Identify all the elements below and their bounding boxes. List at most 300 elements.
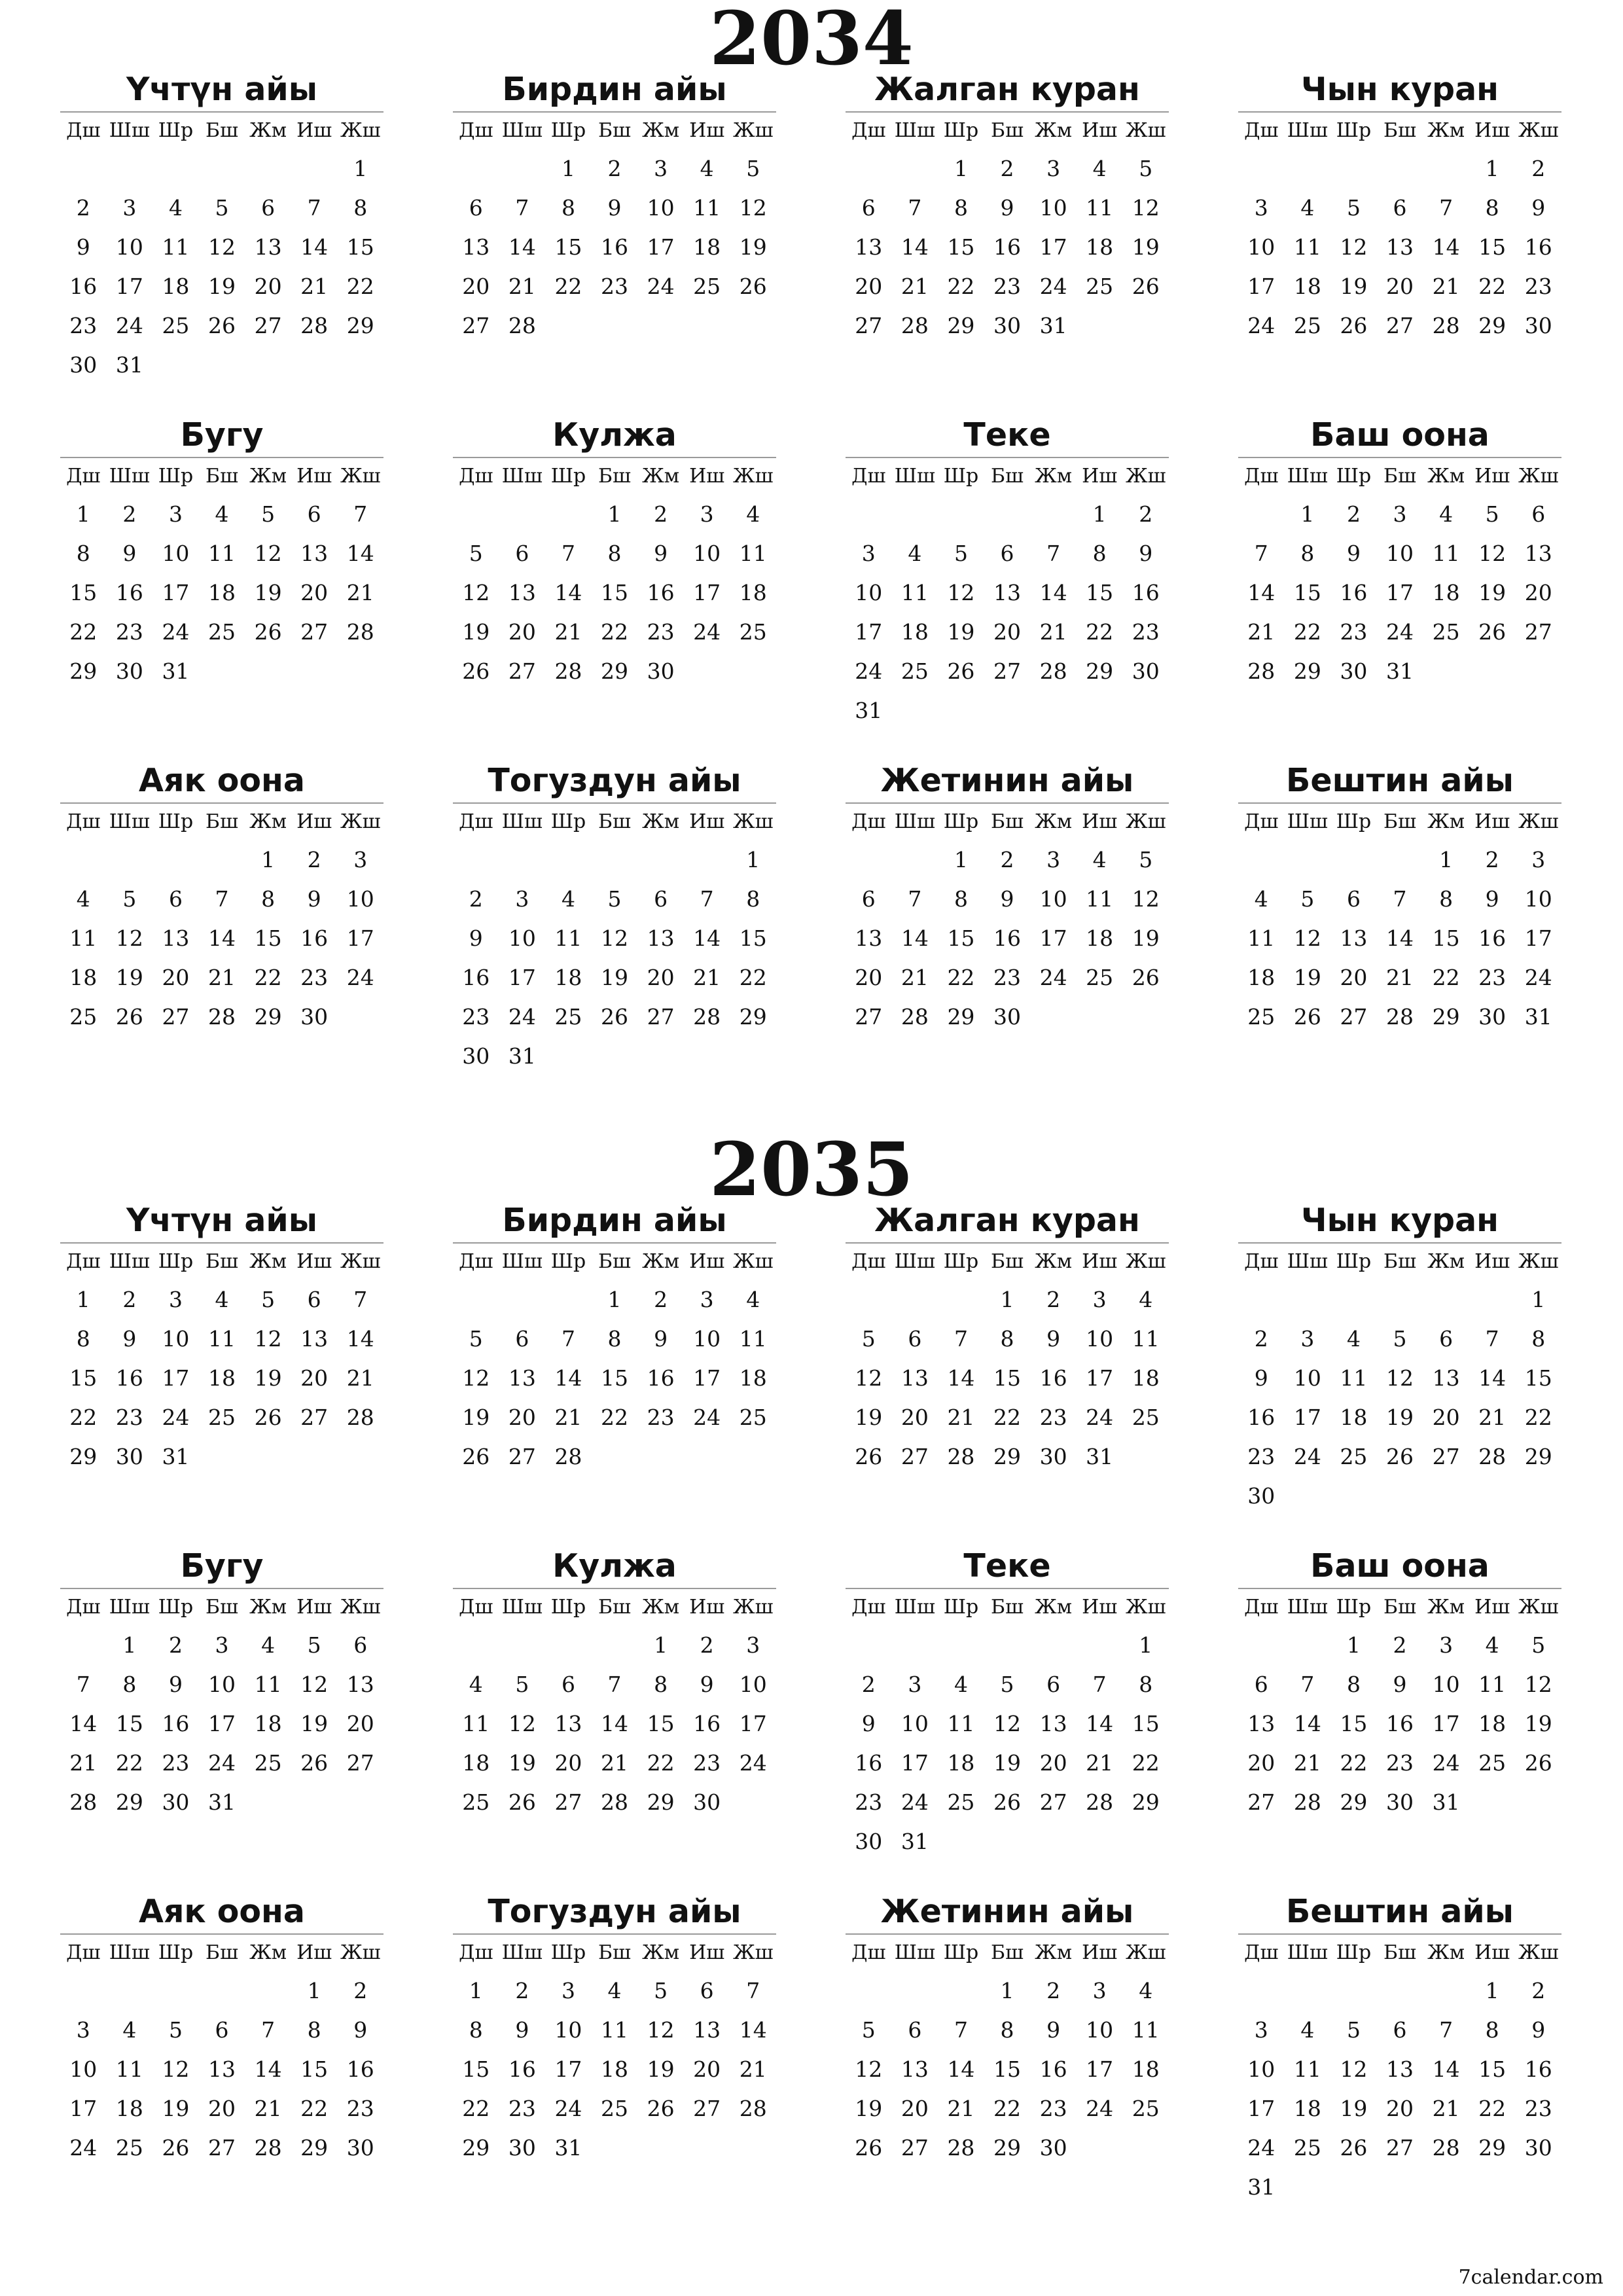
day-cell: 19 — [462, 619, 490, 645]
weekday-label: Бш — [1383, 465, 1416, 488]
week-row — [60, 1359, 383, 1398]
weekday-label: Жш — [1518, 1250, 1559, 1273]
day-cell: 4 — [700, 156, 714, 181]
empty-cell — [1122, 997, 1169, 1037]
day-cell: 25 — [601, 2096, 629, 2121]
month-block — [1238, 415, 1561, 691]
day-cell: 21 — [947, 2096, 975, 2121]
weekday-header — [60, 1935, 383, 1971]
month-block — [1238, 1546, 1561, 1822]
day-cell: 8 — [76, 1326, 90, 1352]
day-cell: 19 — [1524, 1711, 1552, 1736]
day-cell: 12 — [462, 1365, 490, 1391]
day-cell: 6 — [215, 2017, 229, 2043]
empty-cell — [684, 1437, 730, 1477]
week-row — [1238, 495, 1561, 534]
day-cell: 8 — [954, 886, 968, 912]
day-cell: 7 — [908, 886, 922, 912]
day-cell: 19 — [1386, 1405, 1414, 1430]
day-cell: 4 — [1092, 156, 1107, 181]
day-cell: 12 — [254, 541, 282, 566]
day-cell: 8 — [1139, 1672, 1153, 1697]
week-row — [60, 1783, 383, 1822]
weekday-label: Жм — [642, 810, 680, 833]
day-cell: 21 — [601, 1750, 629, 1776]
weekday-label: Жм — [1427, 810, 1465, 833]
day-cell: 6 — [261, 195, 276, 221]
month-block — [60, 69, 383, 385]
day-cell: 10 — [346, 886, 374, 912]
day-cell: 21 — [508, 274, 536, 299]
weekday-label: Шш — [894, 810, 935, 833]
weekday-label: Шш — [109, 1941, 150, 1964]
day-cell: 31 — [1247, 2174, 1275, 2200]
day-cell: 6 — [1439, 1326, 1454, 1352]
day-cell: 7 — [1439, 195, 1454, 221]
day-cell: 30 — [1132, 658, 1160, 684]
weekday-label: Шр — [550, 810, 586, 833]
week-row — [60, 613, 383, 652]
day-cell: 10 — [1524, 886, 1552, 912]
day-cell: 25 — [208, 1405, 236, 1430]
day-cell: 17 — [1247, 274, 1275, 299]
day-cell: 12 — [1386, 1365, 1414, 1391]
weekday-header — [846, 1935, 1169, 1971]
empty-cell — [1330, 1477, 1377, 1516]
day-cell: 20 — [208, 2096, 236, 2121]
day-cell: 11 — [208, 541, 236, 566]
week-row — [453, 997, 776, 1037]
weekday-label: Жш — [340, 1941, 381, 1964]
week-row — [846, 1319, 1169, 1359]
day-cell: 21 — [1086, 1750, 1114, 1776]
day-cell: 15 — [554, 234, 582, 260]
day-cell: 2 — [353, 1978, 368, 2003]
day-cell: 28 — [69, 1789, 98, 1815]
week-row — [1238, 1744, 1561, 1783]
day-cell: 12 — [855, 2056, 883, 2082]
day-cell: 19 — [162, 2096, 190, 2121]
day-cell: 7 — [954, 1326, 968, 1352]
day-cell: 13 — [300, 1326, 329, 1352]
day-cell: 5 — [261, 501, 276, 527]
day-cell: 11 — [1432, 541, 1460, 566]
empty-cell — [453, 840, 499, 880]
day-cell: 29 — [1340, 1789, 1368, 1815]
weekday-label: Иш — [296, 119, 332, 142]
weekday-label: Бш — [1383, 1941, 1416, 1964]
day-cell: 17 — [693, 1365, 721, 1391]
month-block — [60, 1546, 383, 1822]
empty-cell — [1030, 1822, 1077, 1861]
empty-cell — [892, 840, 938, 880]
day-cell: 27 — [1432, 1444, 1460, 1469]
day-cell: 22 — [947, 274, 975, 299]
day-cell: 19 — [508, 1750, 536, 1776]
day-cell: 25 — [208, 619, 236, 645]
day-cell: 9 — [76, 234, 90, 260]
day-cell: 20 — [693, 2056, 721, 2082]
day-cell: 28 — [554, 658, 582, 684]
empty-cell — [984, 1822, 1031, 1861]
day-cell: 30 — [1039, 2135, 1067, 2161]
month-name: Бирдин айы — [502, 71, 727, 108]
day-cell: 2 — [700, 1632, 714, 1658]
weekday-label: Иш — [1082, 119, 1118, 142]
empty-cell — [846, 495, 892, 534]
day-cell: 11 — [601, 2017, 629, 2043]
day-cell: 24 — [739, 1750, 767, 1776]
empty-cell — [592, 1437, 638, 1477]
weekday-label: Дш — [66, 1941, 101, 1964]
day-cell: 4 — [1346, 1326, 1361, 1352]
day-cell: 14 — [254, 2056, 282, 2082]
day-cell: 12 — [508, 1711, 536, 1736]
day-cell: 4 — [1300, 2017, 1315, 2043]
empty-cell — [545, 1626, 592, 1665]
day-cell: 9 — [654, 1326, 668, 1352]
day-cell: 15 — [300, 2056, 329, 2082]
day-cell: 9 — [1000, 886, 1014, 912]
day-cell: 9 — [353, 2017, 368, 2043]
day-cell: 24 — [1086, 1405, 1114, 1430]
month-block — [453, 1892, 776, 2168]
day-cell: 13 — [462, 234, 490, 260]
day-cell: 19 — [993, 1750, 1022, 1776]
day-cell: 22 — [462, 2096, 490, 2121]
empty-cell — [245, 346, 291, 385]
empty-cell — [199, 652, 245, 691]
month-name: Бештин айы — [1286, 1893, 1514, 1930]
day-cell: 22 — [601, 1405, 629, 1430]
day-cell: 26 — [647, 2096, 675, 2121]
day-cell: 29 — [1478, 2135, 1507, 2161]
weekday-label: Жм — [1427, 1941, 1465, 1964]
day-cell: 7 — [515, 195, 529, 221]
day-cell: 13 — [1524, 541, 1552, 566]
day-cell: 5 — [1346, 2017, 1361, 2043]
day-cell: 18 — [739, 1365, 767, 1391]
day-cell: 17 — [1039, 925, 1067, 951]
empty-cell — [730, 1783, 776, 1822]
day-cell: 30 — [1340, 658, 1368, 684]
day-cell: 13 — [647, 925, 675, 951]
weekday-label: Шр — [158, 810, 194, 833]
weekday-header — [846, 113, 1169, 149]
day-cell: 28 — [601, 1789, 629, 1815]
weekday-header — [60, 458, 383, 495]
week-row — [60, 188, 383, 228]
day-cell: 30 — [115, 658, 143, 684]
month-name: Бугу — [180, 1547, 264, 1585]
site-credit: 7calendar.com — [1458, 2266, 1603, 2289]
empty-cell — [846, 1626, 892, 1665]
week-row — [1238, 2168, 1561, 2207]
weekday-label: Дш — [459, 465, 493, 488]
empty-cell — [545, 1280, 592, 1319]
month-block — [846, 1546, 1169, 1861]
day-cell: 11 — [739, 1326, 767, 1352]
day-cell: 21 — [901, 274, 929, 299]
day-cell: 22 — [1478, 274, 1507, 299]
day-cell: 11 — [554, 925, 582, 951]
day-cell: 24 — [346, 965, 374, 990]
week-row — [1238, 1280, 1561, 1319]
empty-cell — [199, 840, 245, 880]
empty-cell — [1238, 1280, 1285, 1319]
day-cell: 2 — [861, 1672, 876, 1697]
day-cell: 26 — [462, 1444, 490, 1469]
week-row — [1238, 1665, 1561, 1704]
day-cell: 19 — [300, 1711, 329, 1736]
day-cell: 19 — [1340, 274, 1368, 299]
day-cell: 16 — [993, 925, 1022, 951]
week-row — [453, 534, 776, 573]
day-cell: 25 — [1478, 1750, 1507, 1776]
empty-cell — [499, 840, 546, 880]
empty-cell — [684, 2128, 730, 2168]
day-cell: 12 — [739, 195, 767, 221]
weekday-label: Шш — [894, 1250, 935, 1273]
day-cell: 1 — [122, 1632, 137, 1658]
weekday-label: Иш — [296, 1250, 332, 1273]
day-cell: 16 — [300, 925, 329, 951]
day-cell: 13 — [855, 234, 883, 260]
day-cell: 11 — [693, 195, 721, 221]
week-row — [60, 1704, 383, 1744]
day-cell: 28 — [346, 619, 374, 645]
day-cell: 8 — [1092, 541, 1107, 566]
weekday-label: Бш — [205, 810, 238, 833]
day-cell: 18 — [947, 1750, 975, 1776]
month-block — [846, 1892, 1169, 2168]
day-cell: 29 — [346, 313, 374, 338]
day-cell: 7 — [1485, 1326, 1499, 1352]
week-row — [1238, 1626, 1561, 1665]
empty-cell — [1285, 840, 1331, 880]
day-cell: 6 — [515, 1326, 529, 1352]
day-cell: 9 — [700, 1672, 714, 1697]
day-cell: 13 — [508, 1365, 536, 1391]
day-cell: 6 — [1254, 1672, 1268, 1697]
day-cell: 18 — [1086, 925, 1114, 951]
week-row — [453, 267, 776, 306]
week-row — [846, 188, 1169, 228]
empty-cell — [1285, 2168, 1331, 2207]
day-cell: 22 — [1340, 1750, 1368, 1776]
weekday-label: Шр — [1336, 1250, 1372, 1273]
day-cell: 13 — [1432, 1365, 1460, 1391]
weekday-label: Жш — [340, 465, 381, 488]
empty-cell — [637, 1437, 684, 1477]
day-cell: 19 — [1132, 234, 1160, 260]
week-row — [60, 267, 383, 306]
weekday-label: Шш — [894, 1941, 935, 1964]
day-cell: 14 — [1247, 580, 1275, 605]
day-cell: 16 — [693, 1711, 721, 1736]
day-cell: 6 — [1000, 541, 1014, 566]
day-cell: 6 — [1393, 2017, 1407, 2043]
day-cell: 23 — [855, 1789, 883, 1815]
week-row — [453, 613, 776, 652]
weekday-label: Жш — [732, 1250, 774, 1273]
week-row — [846, 1359, 1169, 1398]
day-cell: 28 — [739, 2096, 767, 2121]
day-cell: 21 — [69, 1750, 98, 1776]
day-cell: 2 — [654, 1287, 668, 1312]
month-block — [1238, 69, 1561, 346]
day-cell: 3 — [1531, 847, 1546, 872]
empty-cell — [637, 1037, 684, 1076]
empty-cell — [938, 495, 984, 534]
day-cell: 2 — [1000, 156, 1014, 181]
day-cell: 4 — [908, 541, 922, 566]
day-cell: 7 — [215, 886, 229, 912]
weekday-label: Жш — [340, 1596, 381, 1619]
month-name: Аяк оона — [139, 1893, 305, 1930]
empty-cell — [107, 1971, 153, 2011]
day-cell: 27 — [1524, 619, 1552, 645]
day-cell: 1 — [76, 501, 90, 527]
day-cell: 23 — [993, 274, 1022, 299]
day-cell: 8 — [954, 195, 968, 221]
day-cell: 8 — [1346, 1672, 1361, 1697]
empty-cell — [1122, 1437, 1169, 1477]
day-cell: 26 — [300, 1750, 329, 1776]
week-row — [846, 228, 1169, 267]
empty-cell — [1423, 1477, 1469, 1516]
empty-cell — [245, 149, 291, 188]
empty-cell — [1377, 1280, 1423, 1319]
week-row — [846, 691, 1169, 730]
day-cell: 9 — [1531, 2017, 1546, 2043]
week-row — [1238, 2089, 1561, 2128]
day-cell: 9 — [1046, 1326, 1061, 1352]
day-cell: 30 — [1524, 2135, 1552, 2161]
empty-cell — [245, 1971, 291, 2011]
week-row — [846, 149, 1169, 188]
day-cell: 8 — [307, 2017, 321, 2043]
day-cell: 31 — [1432, 1789, 1460, 1815]
weekday-label: Бш — [991, 1250, 1024, 1273]
day-cell: 28 — [1039, 658, 1067, 684]
empty-cell — [545, 306, 592, 346]
day-cell: 2 — [122, 1287, 137, 1312]
weekday-label: Шр — [943, 1941, 979, 1964]
day-cell: 3 — [515, 886, 529, 912]
week-row — [1238, 1319, 1561, 1359]
weekday-label: Иш — [689, 465, 725, 488]
day-cell: 3 — [1439, 1632, 1454, 1658]
day-cell: 1 — [76, 1287, 90, 1312]
empty-cell — [730, 1037, 776, 1076]
day-cell: 25 — [1340, 1444, 1368, 1469]
empty-cell — [684, 306, 730, 346]
day-cell: 20 — [462, 274, 490, 299]
day-cell: 26 — [1132, 274, 1160, 299]
weekday-label: Шр — [550, 465, 586, 488]
weekday-header — [453, 1935, 776, 1971]
weekday-header — [1238, 1244, 1561, 1280]
day-cell: 6 — [168, 886, 183, 912]
month-name: Тогуздун айы — [488, 762, 741, 799]
week-row — [453, 652, 776, 691]
day-cell: 11 — [1086, 195, 1114, 221]
week-row — [453, 1744, 776, 1783]
day-cell: 25 — [739, 619, 767, 645]
day-cell: 25 — [1086, 274, 1114, 299]
day-cell: 27 — [901, 1444, 929, 1469]
day-cell: 24 — [554, 2096, 582, 2121]
week-row — [1238, 2011, 1561, 2050]
day-cell: 31 — [508, 1043, 536, 1069]
week-row — [453, 306, 776, 346]
day-cell: 3 — [1393, 501, 1407, 527]
empty-cell — [684, 840, 730, 880]
day-cell: 19 — [462, 1405, 490, 1430]
day-cell: 18 — [601, 2056, 629, 2082]
day-cell: 4 — [1139, 1287, 1153, 1312]
empty-cell — [684, 652, 730, 691]
day-cell: 8 — [76, 541, 90, 566]
day-cell: 2 — [1000, 847, 1014, 872]
weekday-label: Бш — [598, 465, 631, 488]
day-cell: 29 — [1478, 313, 1507, 338]
day-cell: 28 — [947, 1444, 975, 1469]
day-cell: 15 — [1478, 234, 1507, 260]
day-cell: 8 — [353, 195, 368, 221]
day-cell: 21 — [901, 965, 929, 990]
empty-cell — [892, 1971, 938, 2011]
day-cell: 20 — [1247, 1750, 1275, 1776]
weekday-label: Бш — [991, 1941, 1024, 1964]
weekday-label: Шр — [1336, 119, 1372, 142]
day-cell: 6 — [515, 541, 529, 566]
day-cell: 22 — [69, 1405, 98, 1430]
week-row — [1238, 2050, 1561, 2089]
week-row — [1238, 880, 1561, 919]
day-cell: 26 — [1340, 2135, 1368, 2161]
week-row — [453, 2089, 776, 2128]
day-cell: 15 — [739, 925, 767, 951]
day-cell: 9 — [1139, 541, 1153, 566]
day-cell: 22 — [115, 1750, 143, 1776]
day-cell: 25 — [693, 274, 721, 299]
day-cell: 1 — [654, 1632, 668, 1658]
day-cell: 20 — [647, 965, 675, 990]
day-cell: 16 — [115, 580, 143, 605]
day-cell: 11 — [115, 2056, 143, 2082]
day-cell: 12 — [254, 1326, 282, 1352]
day-cell: 11 — [1478, 1672, 1507, 1697]
weekday-label: Шш — [109, 465, 150, 488]
weekday-label: Дш — [851, 1250, 886, 1273]
weekday-label: Шш — [894, 1596, 935, 1619]
day-cell: 1 — [307, 1978, 321, 2003]
day-cell: 16 — [993, 234, 1022, 260]
day-cell: 15 — [1340, 1711, 1368, 1736]
day-cell: 17 — [554, 2056, 582, 2082]
day-cell: 24 — [115, 313, 143, 338]
day-cell: 18 — [69, 965, 98, 990]
week-row — [1238, 919, 1561, 958]
empty-cell — [545, 495, 592, 534]
day-cell: 11 — [1086, 886, 1114, 912]
week-row — [1238, 267, 1561, 306]
day-cell: 18 — [1432, 580, 1460, 605]
day-cell: 17 — [647, 234, 675, 260]
day-cell: 10 — [162, 1326, 190, 1352]
